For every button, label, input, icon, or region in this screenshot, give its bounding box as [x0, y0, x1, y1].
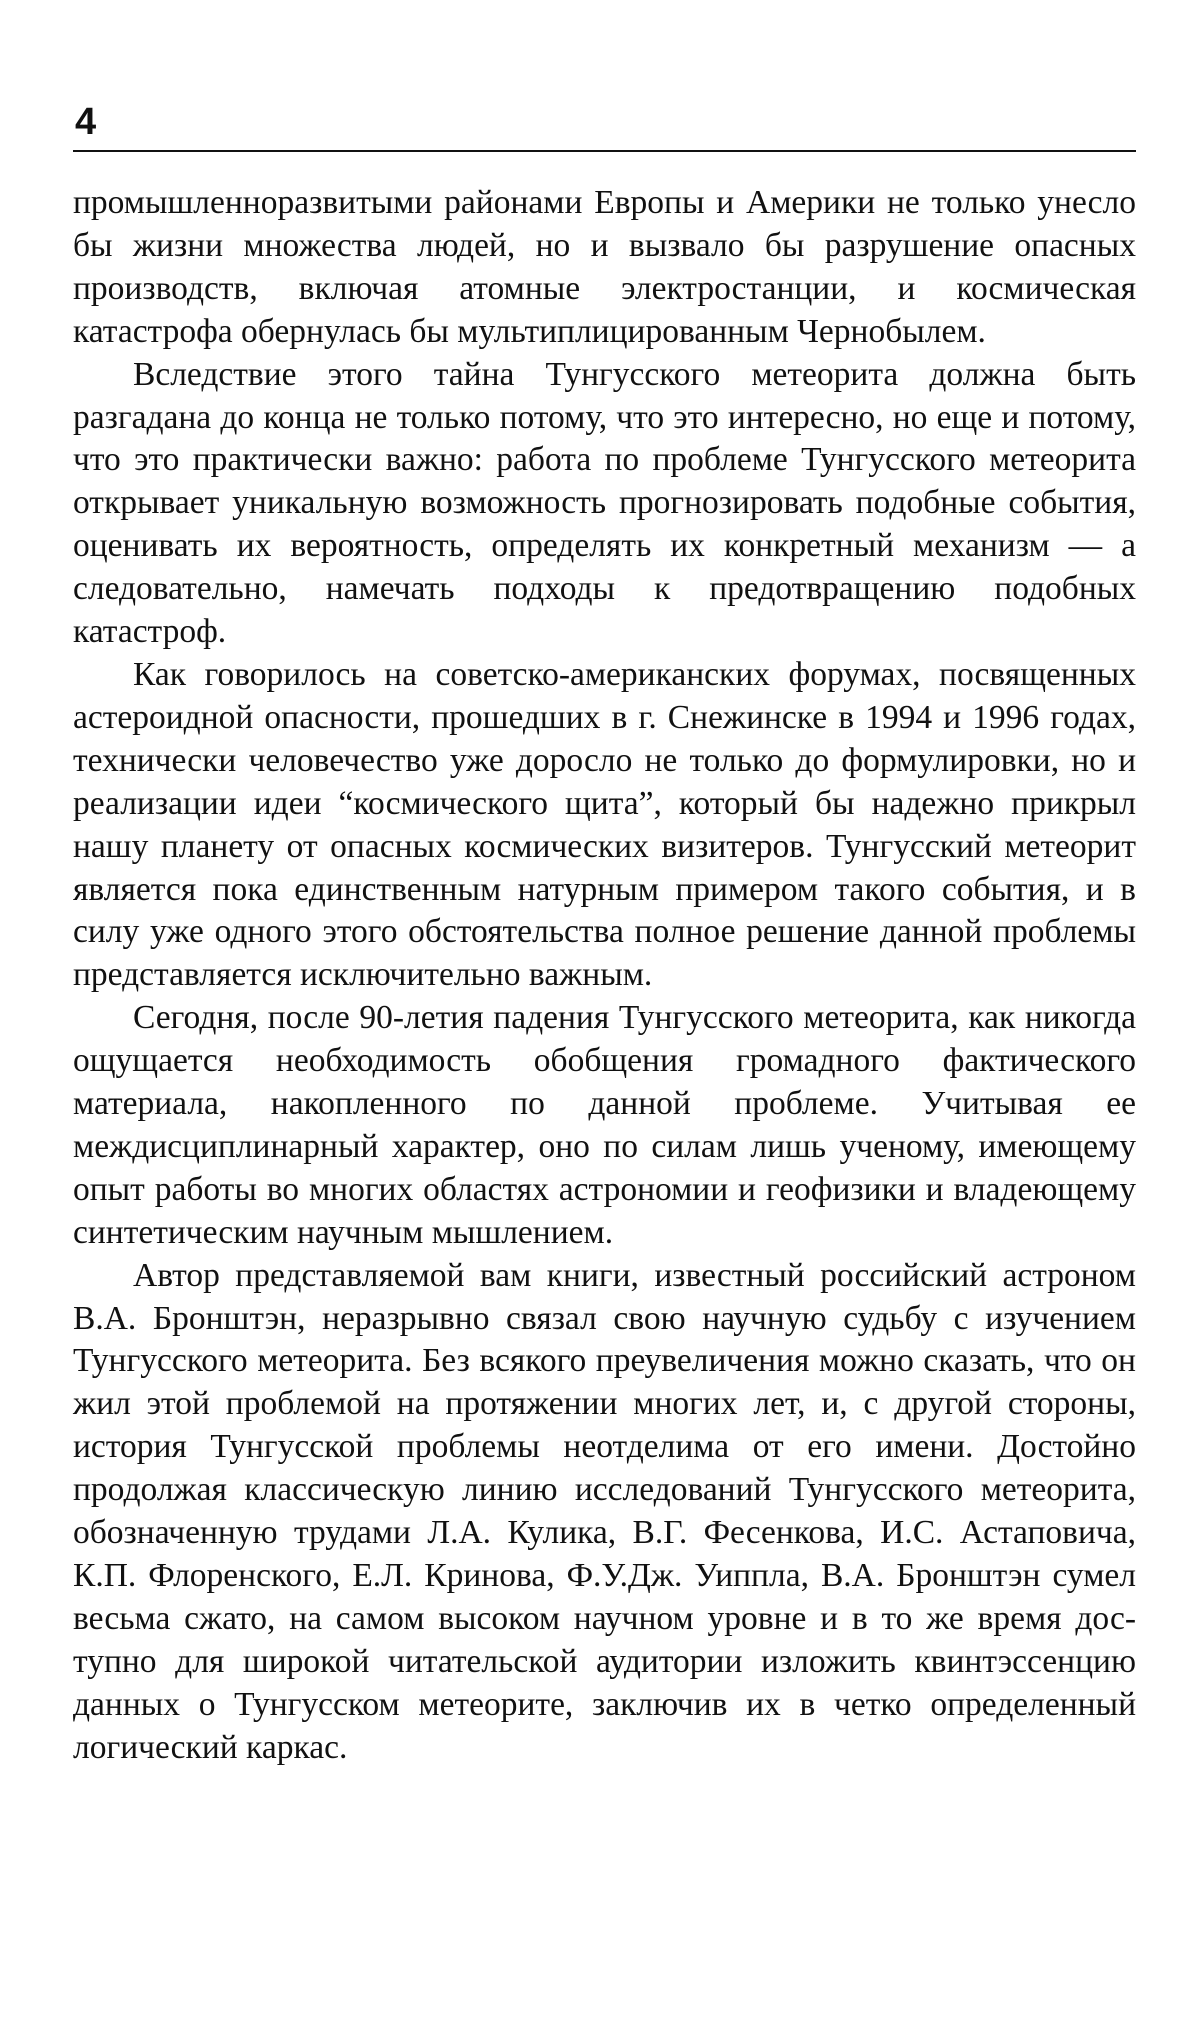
paragraph: Сегодня, после 90-летия падения Тунгусского метеорита, как никогда ощущается необходимость обобщения громадного фактического материала, накопленного по данной проблеме. Учитывая ее междисциплинарный характер, оно по силам лишь ученому, имеющему опыт работы во многих областях астрономии и геофизики и владеющему синтетическим научным мышлением. — [73, 999, 1136, 1251]
page-number: 4 — [75, 101, 97, 143]
paragraph-continuation: промышленноразвитыми районами Европы и Америки не только унесло бы жизни множества людей, но и вызвало бы разрушение опасных производств, включая атомные электростанции, и космическая катастрофа обернулась бы мультиплицированным Чернобылем. — [73, 184, 1136, 350]
paragraph: Как говорилось на советско-американских форумах, посвященных астероидной опасности, прошедших в г. Снежинске в 1994 и 1996 годах, технически человечество уже доросло не только до формулировки, но и реализации идеи “космического щита”, который бы надежно прикрыл нашу планету от опасных космических визитеров. Тунгусский метеорит является пока единственным натурным примером такого события, и в силу уже одного этого обстоятельства полное решение данной проблемы представляется исключительно важным. — [73, 655, 1136, 994]
paragraph: Автор представляемой вам книги, известный российский астроном В.А. Бронштэн, неразрывно связал свою научную судьбу с изучением Тунгусского метеорита. Без всякого преувеличения можно сказать, что он жил этой проблемой на протяжении многих лет, и, с другой стороны, история Тунгусской проблемы неотделима от его имени. Достойно продолжая классическую линию исследований Тунгусского метеорита, обозначенную трудами Л.А. Кулика, В.Г. Фесенкова, И.С. Астаповича, К.П. Флоренского, Е.Л. Кринова, Ф.У.Дж. Уиппла, В.А. Бронштэн сумел весьма сжато, на самом высоком научном уровне и в то же время доступно для широкой читательской аудитории изложить квинтэссенцию данных о Тунгусском метеорите, заключив их в четко определенный логический каркас. — [73, 1256, 1136, 1766]
paragraph: Вследствие этого тайна Тунгусского метеорита должна быть разгадана до конца не только потому, что это интересно, но еще и потому, что это практически важно: работа по проблеме Тунгусского метеорита открывает уникальную возможность прогнозировать подобные события, оценивать их вероятность, определять их конкретный механизм — а следовательно, намечать подходы к предотвращению подобных катастроф. — [73, 355, 1136, 651]
header-rule — [73, 150, 1136, 152]
body-text — [73, 182, 1136, 1770]
book-page — [73, 100, 1136, 1770]
